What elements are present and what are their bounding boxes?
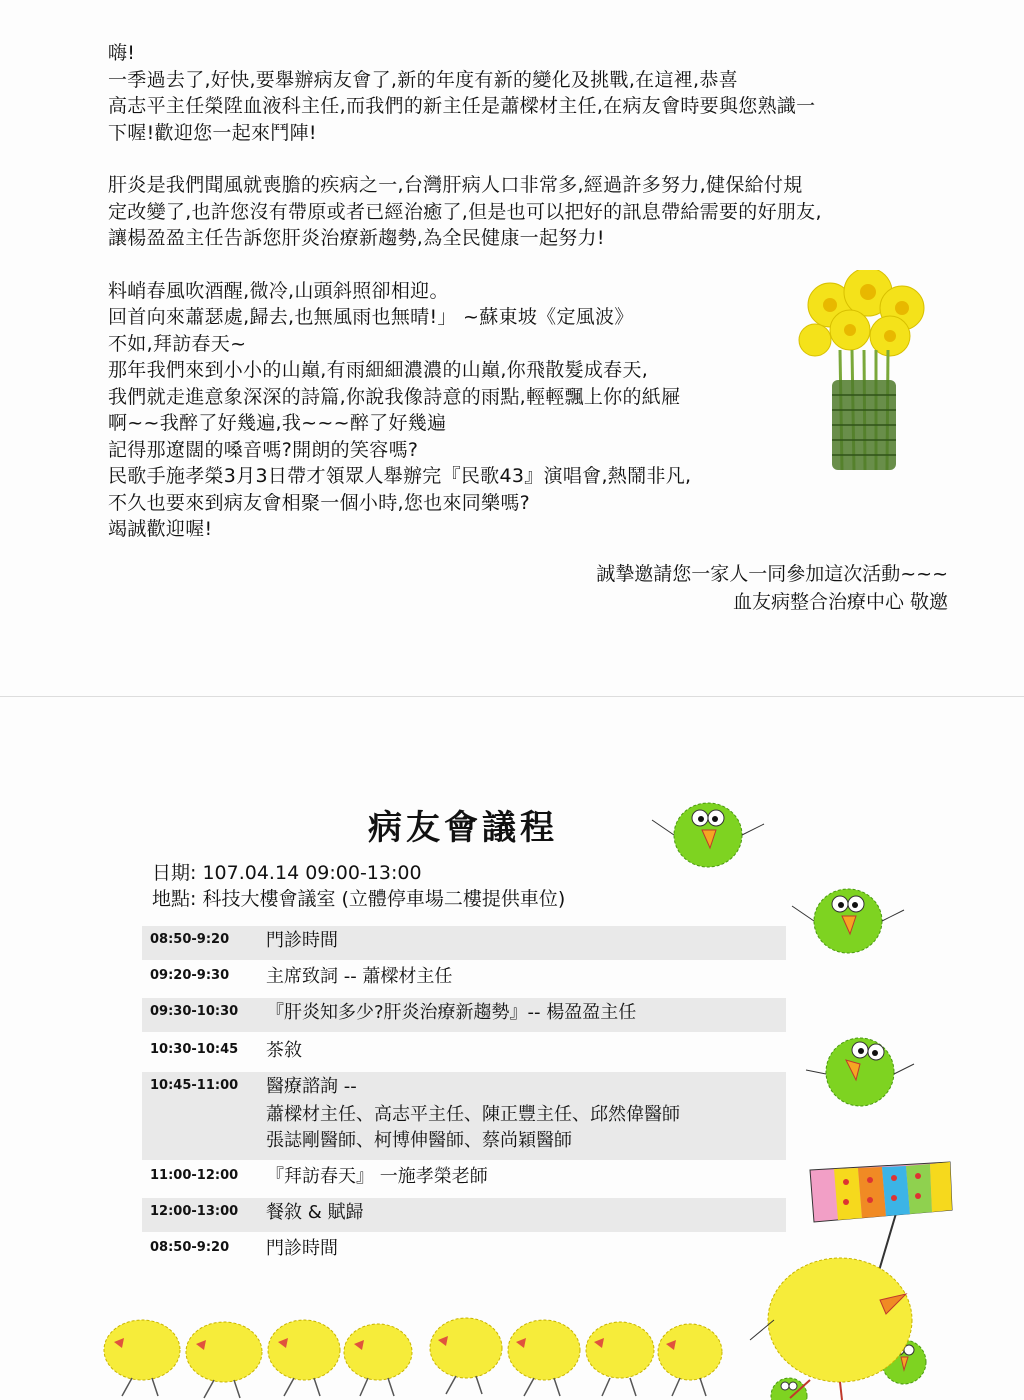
letter-line: 一季過去了,好快,要舉辦病友會了,新的年度有新的變化及挑戰,在這裡,恭喜 (108, 68, 738, 91)
letter-line: 料峭春風吹酒醒,微冷,山頭斜照卻相迎。 (108, 279, 449, 302)
letter-line: 那年我們來到小小的山巔,有雨細細濃濃的山巔,你飛散髮成春天, (108, 359, 649, 381)
green-bird-icon (788, 876, 908, 966)
green-bird-icon (648, 790, 768, 880)
chick-row-icon (92, 1306, 752, 1400)
place-value: 科技大樓會議室 (立體停車場二樓提供車位) (202, 888, 566, 910)
letter-line: 肝炎是我們聞風就喪膽的疾病之一,台灣肝病人口非常多,經過許多努力,健保給付規 (108, 174, 803, 196)
agenda-time: 10:30-10:45 (150, 1042, 239, 1057)
daffodil-vase-icon (790, 270, 940, 490)
letter-line: 我們就走進意象深深的詩篇,你說我像詩意的雨點,輕輕飄上你的紙屜 (108, 385, 681, 408)
letter-line: 回首向來蕭瑟處,歸去,也無風雨也無晴!」 ~蘇東坡《定風波》 (108, 306, 634, 328)
agenda-row (142, 962, 786, 996)
page-divider (0, 696, 1024, 697)
agenda-row (142, 1072, 786, 1160)
agenda-time: 09:20-9:30 (150, 968, 230, 983)
letter-line: 不久也要來到病友會相聚一個小時,您也來同樂嗎? (108, 491, 531, 514)
agenda-row (142, 926, 786, 960)
letter-line: 竭誠歡迎喔! (108, 518, 213, 540)
agenda-row (142, 1036, 786, 1070)
large-chick-icon (730, 1240, 920, 1400)
agenda-item: 醫療諮詢 -- (266, 1076, 357, 1097)
sign-line: 誠摯邀請您一家人一同參加這次活動~~~ (596, 563, 948, 585)
agenda-item: 『拜訪春天』 一施孝榮老師 (266, 1166, 488, 1187)
agenda-date (152, 858, 422, 885)
letter-line: 高志平主任榮陞血液科主任,而我們的新主任是蕭樑材主任,在病友會時要與您熟識一 (108, 95, 816, 117)
sign-organization: 血友病整合治療中心 敬邀 (732, 591, 948, 613)
agenda-row (142, 1198, 786, 1232)
agenda-item: 門診時間 (266, 930, 338, 951)
agenda-item: 茶敘 (266, 1040, 302, 1061)
greeting: 嗨! (108, 42, 136, 64)
agenda-title: 病友會議程 (368, 808, 558, 848)
agenda-time: 12:00-13:00 (150, 1204, 239, 1219)
agenda-time: 09:30-10:30 (150, 1004, 239, 1019)
agenda-row (142, 998, 786, 1032)
agenda-item: 主席致詞 -- 蕭樑材主任 (266, 966, 453, 987)
agenda-time: 08:50-9:20 (150, 932, 230, 947)
agenda-item-detail: 蕭樑材主任、高志平主任、陳正豐主任、邱然偉醫師 (266, 1104, 680, 1125)
date-label: 日期: (152, 862, 197, 884)
date-value: 107.04.14 09:00-13:00 (202, 862, 422, 884)
agenda-row (142, 1162, 786, 1196)
letter-line: 記得那遼闊的嗓音嗎?開朗的笑容嗎? (108, 438, 419, 461)
letter-line: 民歌手施孝榮3月3日帶才領眾人舉辦完『民歌43』演唱會,熱鬧非凡, (108, 465, 692, 487)
agenda-place (152, 884, 565, 911)
agenda-time: 11:00-12:00 (150, 1168, 239, 1183)
agenda-time: 10:45-11:00 (150, 1078, 239, 1093)
green-bird-icon (800, 1024, 920, 1119)
agenda-row (142, 1234, 786, 1268)
letter-line: 啊~~我醉了好幾遍,我~~~醉了好幾遍 (108, 412, 447, 434)
agenda-time: 08:50-9:20 (150, 1240, 230, 1255)
agenda-item: 門診時間 (266, 1238, 338, 1259)
letter-line: 不如,拜訪春天~ (108, 332, 247, 355)
letter-line: 定改變了,也許您沒有帶原或者已經治癒了,但是也可以把好的訊息帶給需要的好朋友, (108, 200, 822, 223)
agenda-item: 『肝炎知多少?肝炎治療新趨勢』-- 楊盈盈主任 (266, 1002, 637, 1023)
signature-block (596, 560, 948, 616)
agenda-item: 餐敘 & 賦歸 (266, 1202, 364, 1223)
agenda-item-detail: 張誌剛醫師、柯博伸醫師、蔡尚穎醫師 (266, 1130, 572, 1151)
place-label: 地點: (152, 888, 197, 910)
letter-line: 讓楊盈盈主任告訴您肝炎治療新趨勢,為全民健康一起努力! (108, 227, 605, 249)
letter-line: 下喔!歡迎您一起來鬥陣! (108, 121, 317, 144)
